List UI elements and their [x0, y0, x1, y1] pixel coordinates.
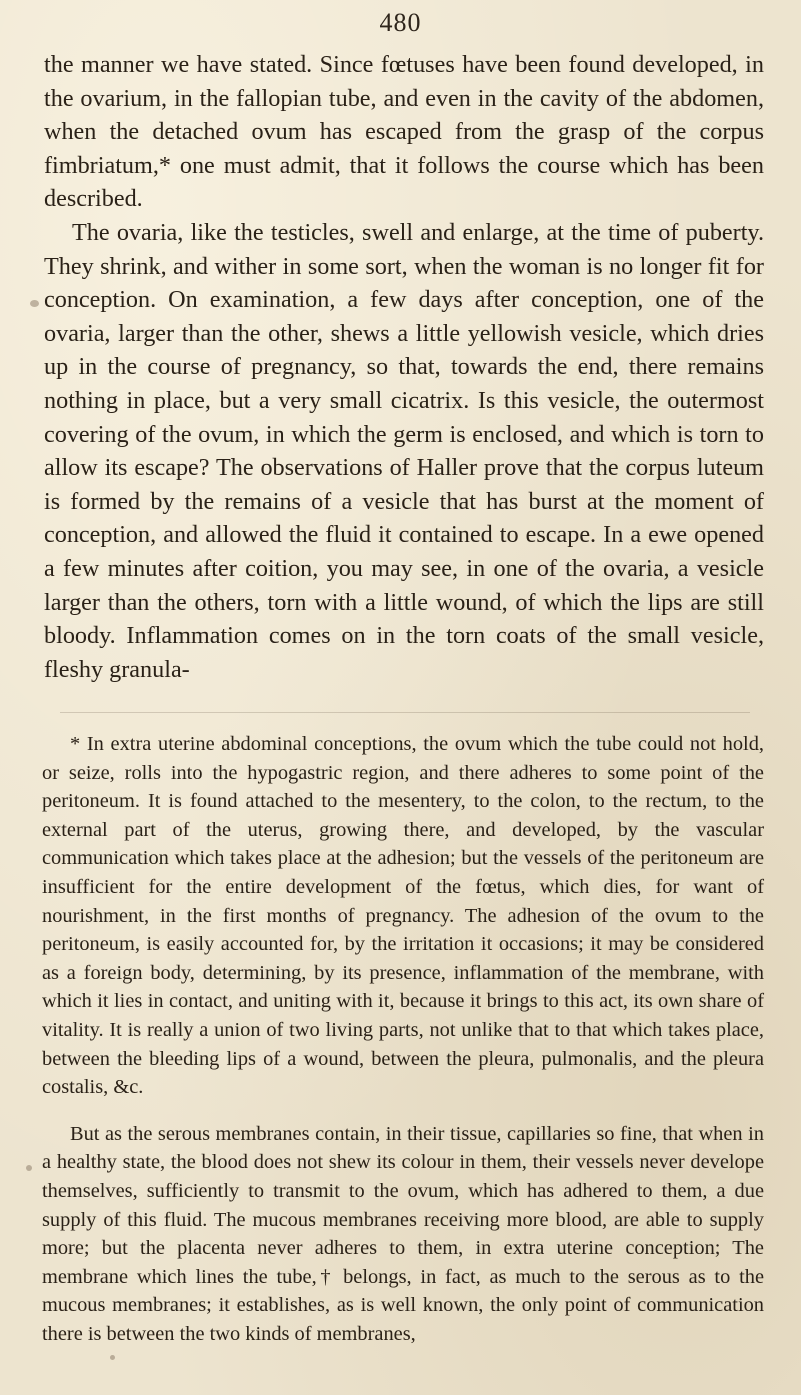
footnote-paragraph: But as the serous membranes contain, in their tissue, capillaries so fine, that when in a healthy state, the blood does not shew its colour in them, their vessels never develope themselves, sufficiently to transmit to the ovum, which has adhered to them, a due supply of this fluid. The mucous membranes receiving more blood, are able to supply more; but the placenta never adheres to them, in extra uterine conception; The membrane which lines the tube,† belongs, in fact, as much to the serous as to the mucous membranes; it establishes, as is well known, the only point of communication there is between the two kinds of membranes, — [42, 1122, 764, 1345]
footnote-paragraph: * In extra uterine abdominal conceptions, the ovum which the tube could not hold, or seize, rolls into the hypogastric region, and there adheres to some point of the peritoneum. It is found attached to the mesentery, to the colon, to the rectum, to the external part of the uterus, growing there, and developed, by the vascular communication which takes place at the adhesion; but the vessels of the peritoneum are insufficient for the entire development of the fœtus, which dies, for want of nourishment, in the first months of pregnancy. The adhesion of the ovum to the peritoneum, is easily accounted for, by the irritation it occasions; it may be considered as a foreign body, determining, by its presence, inflammation of the membrane, with which it lies in contact, and uniting with it, because it brings to this act, its own share of vitality. It is really a union of two living parts, not unlike that to that which takes place, between the bleeding lips of a wound, between the pleura, pulmonalis, and the pleura costalis, &c. — [42, 733, 764, 1099]
paper-blemish — [30, 300, 39, 307]
footnote-divider — [60, 712, 750, 713]
main-paragraph: The ovaria, like the testicles, swell and enlarge, at the time of puberty. They shrink, and wither in some sort, when the woman is no longer fit for conception. On examination, a few days after conception, one of the ovaria, larger than the other, shews a little yellowish vesicle, which dries up in the course of pregnancy, so that, towards the end, there remains nothing in place, but a very small cicatrix. Is this vesicle, the outermost covering of the ovum, in which the germ is enclosed, and which is torn to allow its escape? The observations of Haller prove that the corpus luteum is formed by the remains of a vesicle that has burst at the moment of conception, and allowed the fluid it contained to escape. In a ewe opened a few minutes after coition, you may see, in one of the ovaria, a vesicle larger than the others, torn with a little wound, of which the lips are still bloody. Inflammation comes on in the torn coats of the small vesicle, fleshy granula- — [44, 218, 764, 683]
main-text — [44, 48, 764, 686]
main-paragraph: the manner we have stated. Since fœtuses have been found developed, in the ovarium, in the fallopian tube, and even in the cavity of the abdomen, when the detached ovum has escaped from the grasp of the corpus fimbriatum,* one must admit, that it follows the course which has been described. — [44, 51, 764, 213]
paper-blemish — [110, 1355, 115, 1360]
paper-blemish — [26, 1165, 32, 1171]
page-number: 480 — [379, 8, 422, 37]
footnote-text — [42, 730, 764, 1348]
